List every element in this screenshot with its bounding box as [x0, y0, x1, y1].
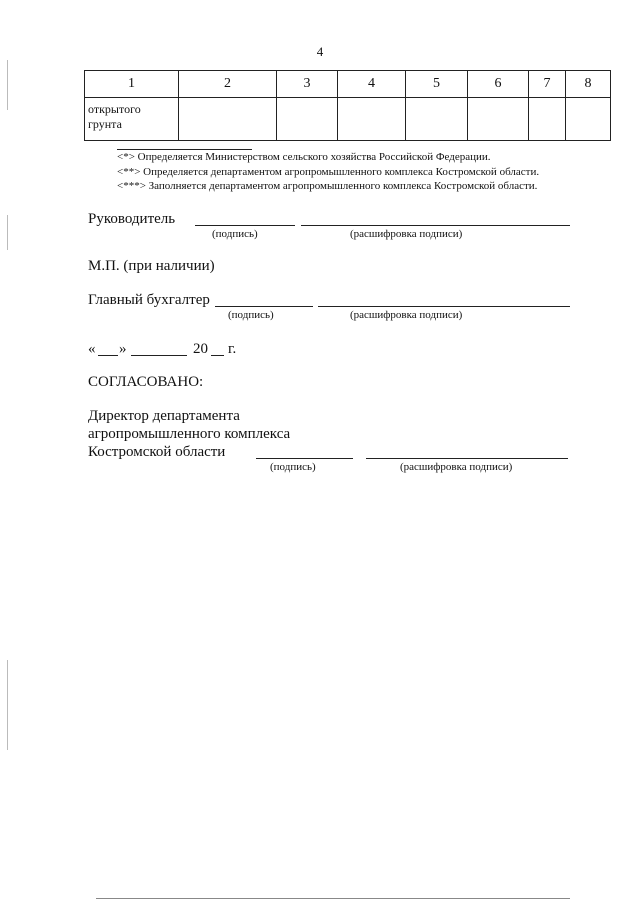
- date-open-quote: «: [88, 341, 96, 357]
- table-header-cell: 5: [406, 71, 468, 98]
- table-header-cell: 4: [338, 71, 406, 98]
- table-cell: [529, 98, 566, 141]
- table-cell: [468, 98, 529, 141]
- table-cell-line: открытого: [88, 102, 141, 116]
- scan-bottom-edge: [96, 898, 570, 899]
- footnote-3: <***> Заполняется департаментом агропромышленного комплекса Костромской области.: [117, 180, 538, 192]
- table-header-cell: 3: [277, 71, 338, 98]
- accountant-decode-caption: (расшифровка подписи): [350, 309, 463, 321]
- director-line-1: Директор департамента: [88, 408, 240, 424]
- scan-margin-mark: [7, 60, 8, 110]
- table-header-cell: 6: [468, 71, 529, 98]
- director-line-2: агропромышленного комплекса: [88, 426, 291, 442]
- director-decode-caption: (расшифровка подписи): [400, 461, 513, 473]
- scan-margin-mark: [7, 660, 8, 750]
- agreed-label: СОГЛАСОВАНО:: [88, 374, 204, 390]
- date-suffix: г.: [228, 341, 237, 357]
- date-month-line: [131, 355, 187, 356]
- accountant-decode-line: [318, 306, 570, 307]
- director-signature-caption: (подпись): [270, 461, 316, 473]
- date-close-quote: »: [119, 341, 127, 357]
- date-year-line: [211, 355, 224, 356]
- head-signature-caption: (подпись): [212, 228, 258, 240]
- seal-label: М.П. (при наличии): [88, 258, 215, 274]
- accountant-signature-line: [215, 306, 313, 307]
- footnote-1: <*> Определяется Министерством сельского хозяйства Российской Федерации.: [117, 151, 491, 163]
- scan-margin-mark: [7, 215, 8, 250]
- director-line-3: Костромской области: [88, 444, 226, 460]
- date-day-line: [98, 355, 118, 356]
- head-decode-caption: (расшифровка подписи): [350, 228, 463, 240]
- table-header-cell: 7: [529, 71, 566, 98]
- table-row: [85, 98, 611, 141]
- table-header-cell: 8: [566, 71, 611, 98]
- table-cell: [566, 98, 611, 141]
- table-cell: [179, 98, 277, 141]
- head-label: Руководитель: [88, 211, 176, 227]
- table-cell: [406, 98, 468, 141]
- table-cell: [338, 98, 406, 141]
- table-header-row: [85, 71, 611, 98]
- table-cell-line: грунта: [88, 117, 122, 131]
- data-table: [84, 70, 611, 141]
- head-decode-line: [301, 225, 570, 226]
- accountant-label: Главный бухгалтер: [88, 292, 210, 308]
- table-header-cell: 2: [179, 71, 277, 98]
- table-cell: [85, 98, 179, 141]
- date-year: 20: [193, 341, 208, 357]
- footnote-2: <**> Определяется департаментом агропромышленного комплекса Костромской области.: [117, 166, 540, 178]
- accountant-signature-caption: (подпись): [228, 309, 274, 321]
- director-decode-line: [366, 458, 568, 459]
- table-header-cell: 1: [85, 71, 179, 98]
- table-cell: [277, 98, 338, 141]
- director-signature-line: [256, 458, 353, 459]
- footnote-separator: [117, 149, 252, 150]
- head-signature-line: [195, 225, 295, 226]
- page-number: 4: [316, 44, 324, 59]
